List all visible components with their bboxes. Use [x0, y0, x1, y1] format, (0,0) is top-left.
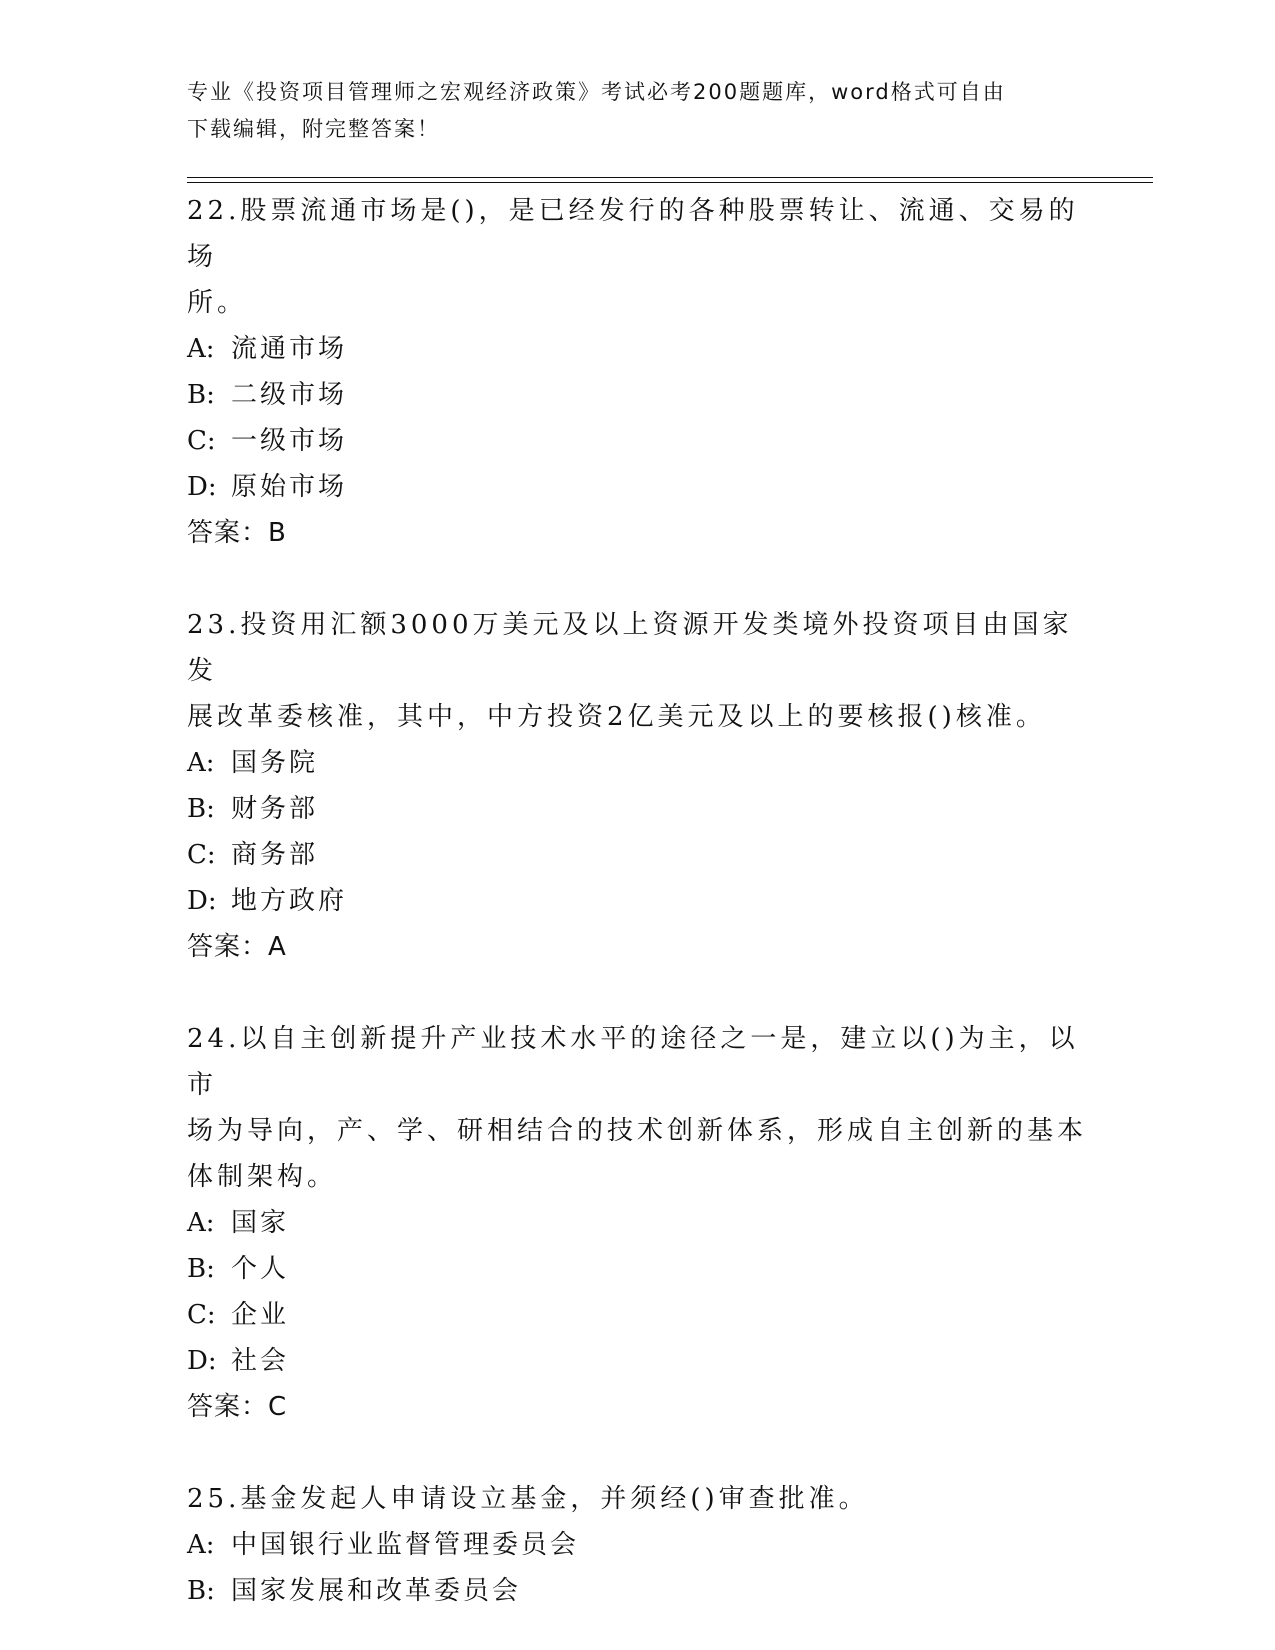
- option-letter: A:: [187, 1530, 215, 1560]
- option-a: [187, 1522, 1087, 1568]
- option-text: 原始市场: [231, 472, 348, 502]
- option-text: 商务部: [231, 840, 319, 870]
- option-text: 流通市场: [231, 334, 348, 364]
- option-d: [187, 878, 1087, 924]
- option-text: 社会: [231, 1346, 290, 1376]
- option-text: 二级市场: [231, 380, 348, 410]
- option-b: [187, 786, 1087, 832]
- option-text: 企业: [231, 1300, 290, 1330]
- option-letter: B:: [187, 1254, 215, 1284]
- question-spacer: [187, 556, 1087, 602]
- option-letter: C:: [187, 426, 216, 456]
- answer-line: 答案：C: [187, 1392, 288, 1422]
- option-c: [187, 1292, 1087, 1338]
- header-line-1: 专业《投资项目管理师之宏观经济政策》考试必考200题题库，word格式可自由: [187, 80, 1006, 104]
- question-text: 25.基金发起人申请设立基金，并须经()审查批准。: [187, 1484, 869, 1514]
- option-c: [187, 832, 1087, 878]
- option-b: [187, 1246, 1087, 1292]
- question-text: 展改革委核准，其中，中方投资2亿美元及以上的要核报()核准。: [187, 702, 1046, 732]
- question-text: 所。: [187, 288, 248, 318]
- option-letter: A:: [187, 748, 215, 778]
- option-text: 国务院: [231, 748, 319, 778]
- document-header: [187, 74, 1087, 148]
- question-spacer: [187, 970, 1087, 1016]
- question-list: [187, 188, 1087, 1614]
- option-a: [187, 326, 1087, 372]
- option-letter: B:: [187, 380, 215, 410]
- option-text: 个人: [231, 1254, 290, 1284]
- question-text: 24.以自主创新提升产业技术水平的途径之一是，建立以()为主，以市: [187, 1024, 1079, 1100]
- question-22: [187, 188, 1087, 556]
- question-25: [187, 1476, 1087, 1614]
- header-rule-top: [187, 177, 1153, 178]
- question-text: 22.股票流通市场是()，是已经发行的各种股票转让、流通、交易的场: [187, 196, 1079, 272]
- question-text: 23.投资用汇额3000万美元及以上资源开发类境外投资项目由国家发: [187, 610, 1073, 686]
- question-24: [187, 1016, 1087, 1430]
- option-d: [187, 1338, 1087, 1384]
- option-text: 一级市场: [231, 426, 348, 456]
- option-text: 地方政府: [231, 886, 348, 916]
- option-letter: C:: [187, 840, 216, 870]
- option-letter: A:: [187, 1208, 215, 1238]
- question-spacer: [187, 1430, 1087, 1476]
- option-d: [187, 464, 1087, 510]
- option-letter: D:: [187, 886, 217, 916]
- option-letter: B:: [187, 794, 215, 824]
- header-line-2: 下载编辑，附完整答案！: [187, 117, 440, 141]
- option-text: 国家发展和改革委员会: [231, 1576, 522, 1606]
- option-a: [187, 1200, 1087, 1246]
- option-letter: C:: [187, 1300, 216, 1330]
- option-text: 中国银行业监督管理委员会: [231, 1530, 580, 1560]
- answer-line: 答案：B: [187, 518, 287, 548]
- question-23: [187, 602, 1087, 970]
- option-c: [187, 418, 1087, 464]
- option-b: [187, 372, 1087, 418]
- option-letter: D:: [187, 472, 217, 502]
- question-text: 体制架构。: [187, 1162, 338, 1192]
- option-letter: D:: [187, 1346, 217, 1376]
- question-text: 场为导向，产、学、研相结合的技术创新体系，形成自主创新的基本: [187, 1116, 1088, 1146]
- option-a: [187, 740, 1087, 786]
- option-letter: B:: [187, 1576, 215, 1606]
- option-text: 国家: [231, 1208, 290, 1238]
- option-text: 财务部: [231, 794, 319, 824]
- option-letter: A:: [187, 334, 215, 364]
- option-b: [187, 1568, 1087, 1614]
- header-rule-bottom: [187, 182, 1153, 183]
- answer-line: 答案：A: [187, 932, 287, 962]
